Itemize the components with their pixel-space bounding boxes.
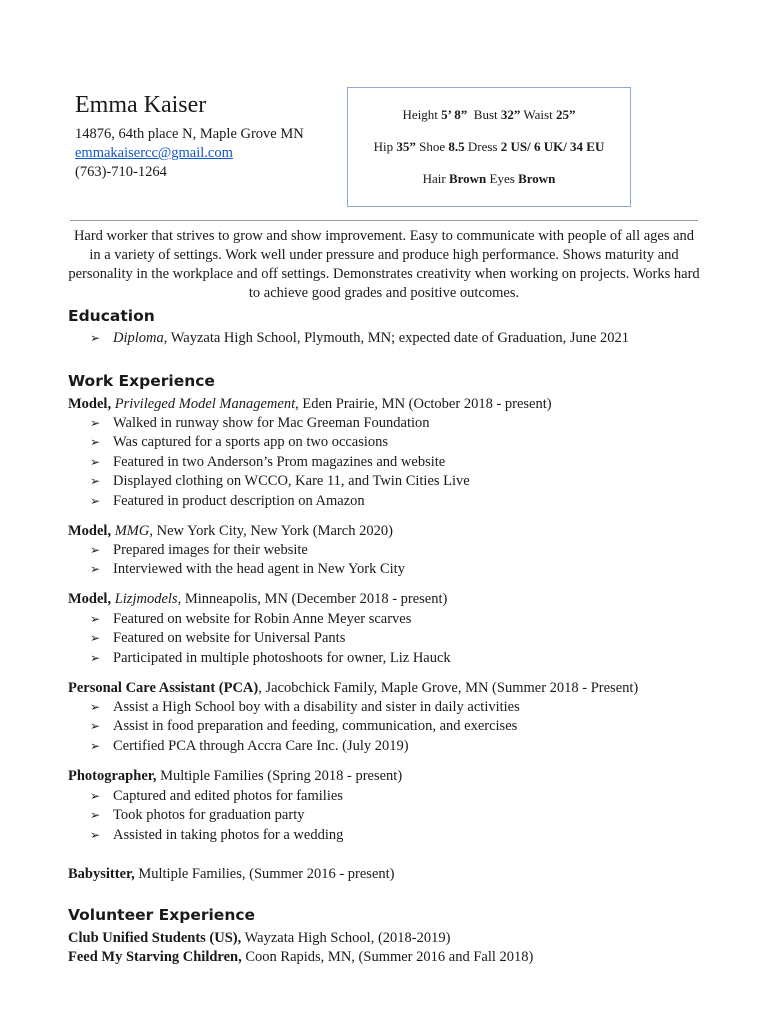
list-item: ➢ Featured in two Anderson’s Prom magazines and website [90, 453, 470, 472]
measurements-line-1: Height 5’ 8” Bust 32” Waist 25” [402, 107, 576, 122]
job-title-privileged: Model, Privileged Model Management, Eden Prairie, MN (October 2018 - present) [68, 396, 552, 412]
arrow-bullet-icon: ➢ [90, 454, 101, 469]
list-item: ➢ Displayed clothing on WCCO, Kare 11, and Twin Cities Live [90, 472, 470, 491]
list-item: ➢ Prepared images for their website [90, 541, 405, 560]
list-item: ➢ Featured in product description on Amazon [90, 492, 470, 511]
arrow-bullet-icon: ➢ [90, 416, 101, 430]
arrow-bullet-icon: ➢ [90, 700, 101, 714]
measurements-line-3: Hair Brown Eyes Brown [422, 171, 556, 186]
job-bullets-pca [90, 698, 520, 756]
arrow-bullet-icon: ➢ [90, 331, 101, 345]
arrow-bullet-icon: ➢ [90, 631, 101, 646]
arrow-bullet-icon: ➢ [90, 493, 101, 508]
education-heading: Education [68, 307, 155, 325]
arrow-bullet-icon: ➢ [90, 738, 101, 753]
work-experience-heading: Work Experience [68, 372, 215, 390]
job-title-mmg: Model, MMG, New York City, New York (March 2020) [68, 523, 393, 539]
job-bullets-mmg [90, 541, 405, 580]
job-title-pca: Personal Care Assistant (PCA), Jacobchick Family, Maple Grove, MN (Summer 2018 - Present) [68, 680, 639, 696]
arrow-bullet-icon: ➢ [90, 808, 101, 823]
job-bullets-photographer [90, 787, 343, 845]
list-item: ➢ Participated in multiple photoshoots for owner, Liz Hauck [90, 649, 451, 668]
arrow-bullet-icon: ➢ [90, 474, 101, 489]
list-item: ➢ Assist a High School boy with a disability and sister in daily activities [90, 698, 520, 717]
arrow-bullet-icon: ➢ [90, 612, 101, 626]
arrow-bullet-icon: ➢ [90, 789, 101, 803]
list-item: ➢ Walked in runway show for Mac Greeman Foundation [90, 414, 470, 433]
job-bullets-privileged [90, 414, 470, 511]
arrow-bullet-icon: ➢ [90, 562, 101, 577]
job-bullets-lizjmodels [90, 610, 451, 668]
list-item: ➢ Certified PCA through Accra Care Inc. (July 2019) [90, 737, 520, 756]
arrow-bullet-icon: ➢ [90, 435, 101, 450]
list-item: ➢ Interviewed with the head agent in New York City [90, 560, 405, 579]
list-item: ➢ Took photos for graduation party [90, 806, 343, 825]
volunteer-experience-heading: Volunteer Experience [68, 906, 256, 924]
measurements-box [347, 87, 631, 207]
volunteer-item: Club Unified Students (US), Wayzata High School, (2018-2019) [68, 930, 451, 946]
measurements-line-2: Hip 35” Shoe 8.5 Dress 2 US/ 6 UK/ 34 EU [373, 139, 605, 154]
arrow-bullet-icon: ➢ [90, 719, 101, 734]
list-item: ➢ Assist in food preparation and feeding, communication, and exercises [90, 717, 520, 736]
phone: (763)-710-1264 [75, 164, 167, 180]
job-title-photographer: Photographer, Multiple Families (Spring 2018 - present) [68, 768, 403, 784]
list-item: ➢ Diploma, Wayzata High School, Plymouth, MN; expected date of Graduation, June 2021 [90, 329, 629, 348]
list-item: ➢ Featured on website for Universal Pants [90, 629, 451, 648]
list-item: ➢ Captured and edited photos for families [90, 787, 343, 806]
job-title-lizjmodels: Model, Lizjmodels, Minneapolis, MN (December 2018 - present) [68, 591, 448, 607]
list-item: ➢ Was captured for a sports app on two occasions [90, 433, 470, 452]
list-item: ➢ Assisted in taking photos for a wedding [90, 826, 343, 845]
education-list [90, 329, 629, 348]
summary-paragraph: Hard worker that strives to grow and show improvement. Easy to communicate with people of all ages and in a variety of settings. Work well under pressure and produce high performance. Shows maturity and personality in the workplace and off settings. Demonstrates creativity when working on projects. Works hard to achieve good grades and positive outcomes. [68, 228, 700, 301]
job-title-babysitter: Babysitter, Multiple Families, (Summer 2016 - present) [68, 866, 395, 882]
header-divider [70, 220, 698, 221]
list-item: ➢ Featured on website for Robin Anne Meyer scarves [90, 610, 451, 629]
candidate-name: Emma Kaiser [75, 92, 207, 118]
arrow-bullet-icon: ➢ [90, 543, 101, 557]
arrow-bullet-icon: ➢ [90, 650, 101, 665]
email-link[interactable]: emmakaisercc@gmail.com [75, 145, 233, 161]
address: 14876, 64th place N, Maple Grove MN [75, 126, 304, 142]
volunteer-item: Feed My Starving Children, Coon Rapids, MN, (Summer 2016 and Fall 2018) [68, 949, 534, 965]
arrow-bullet-icon: ➢ [90, 827, 101, 842]
